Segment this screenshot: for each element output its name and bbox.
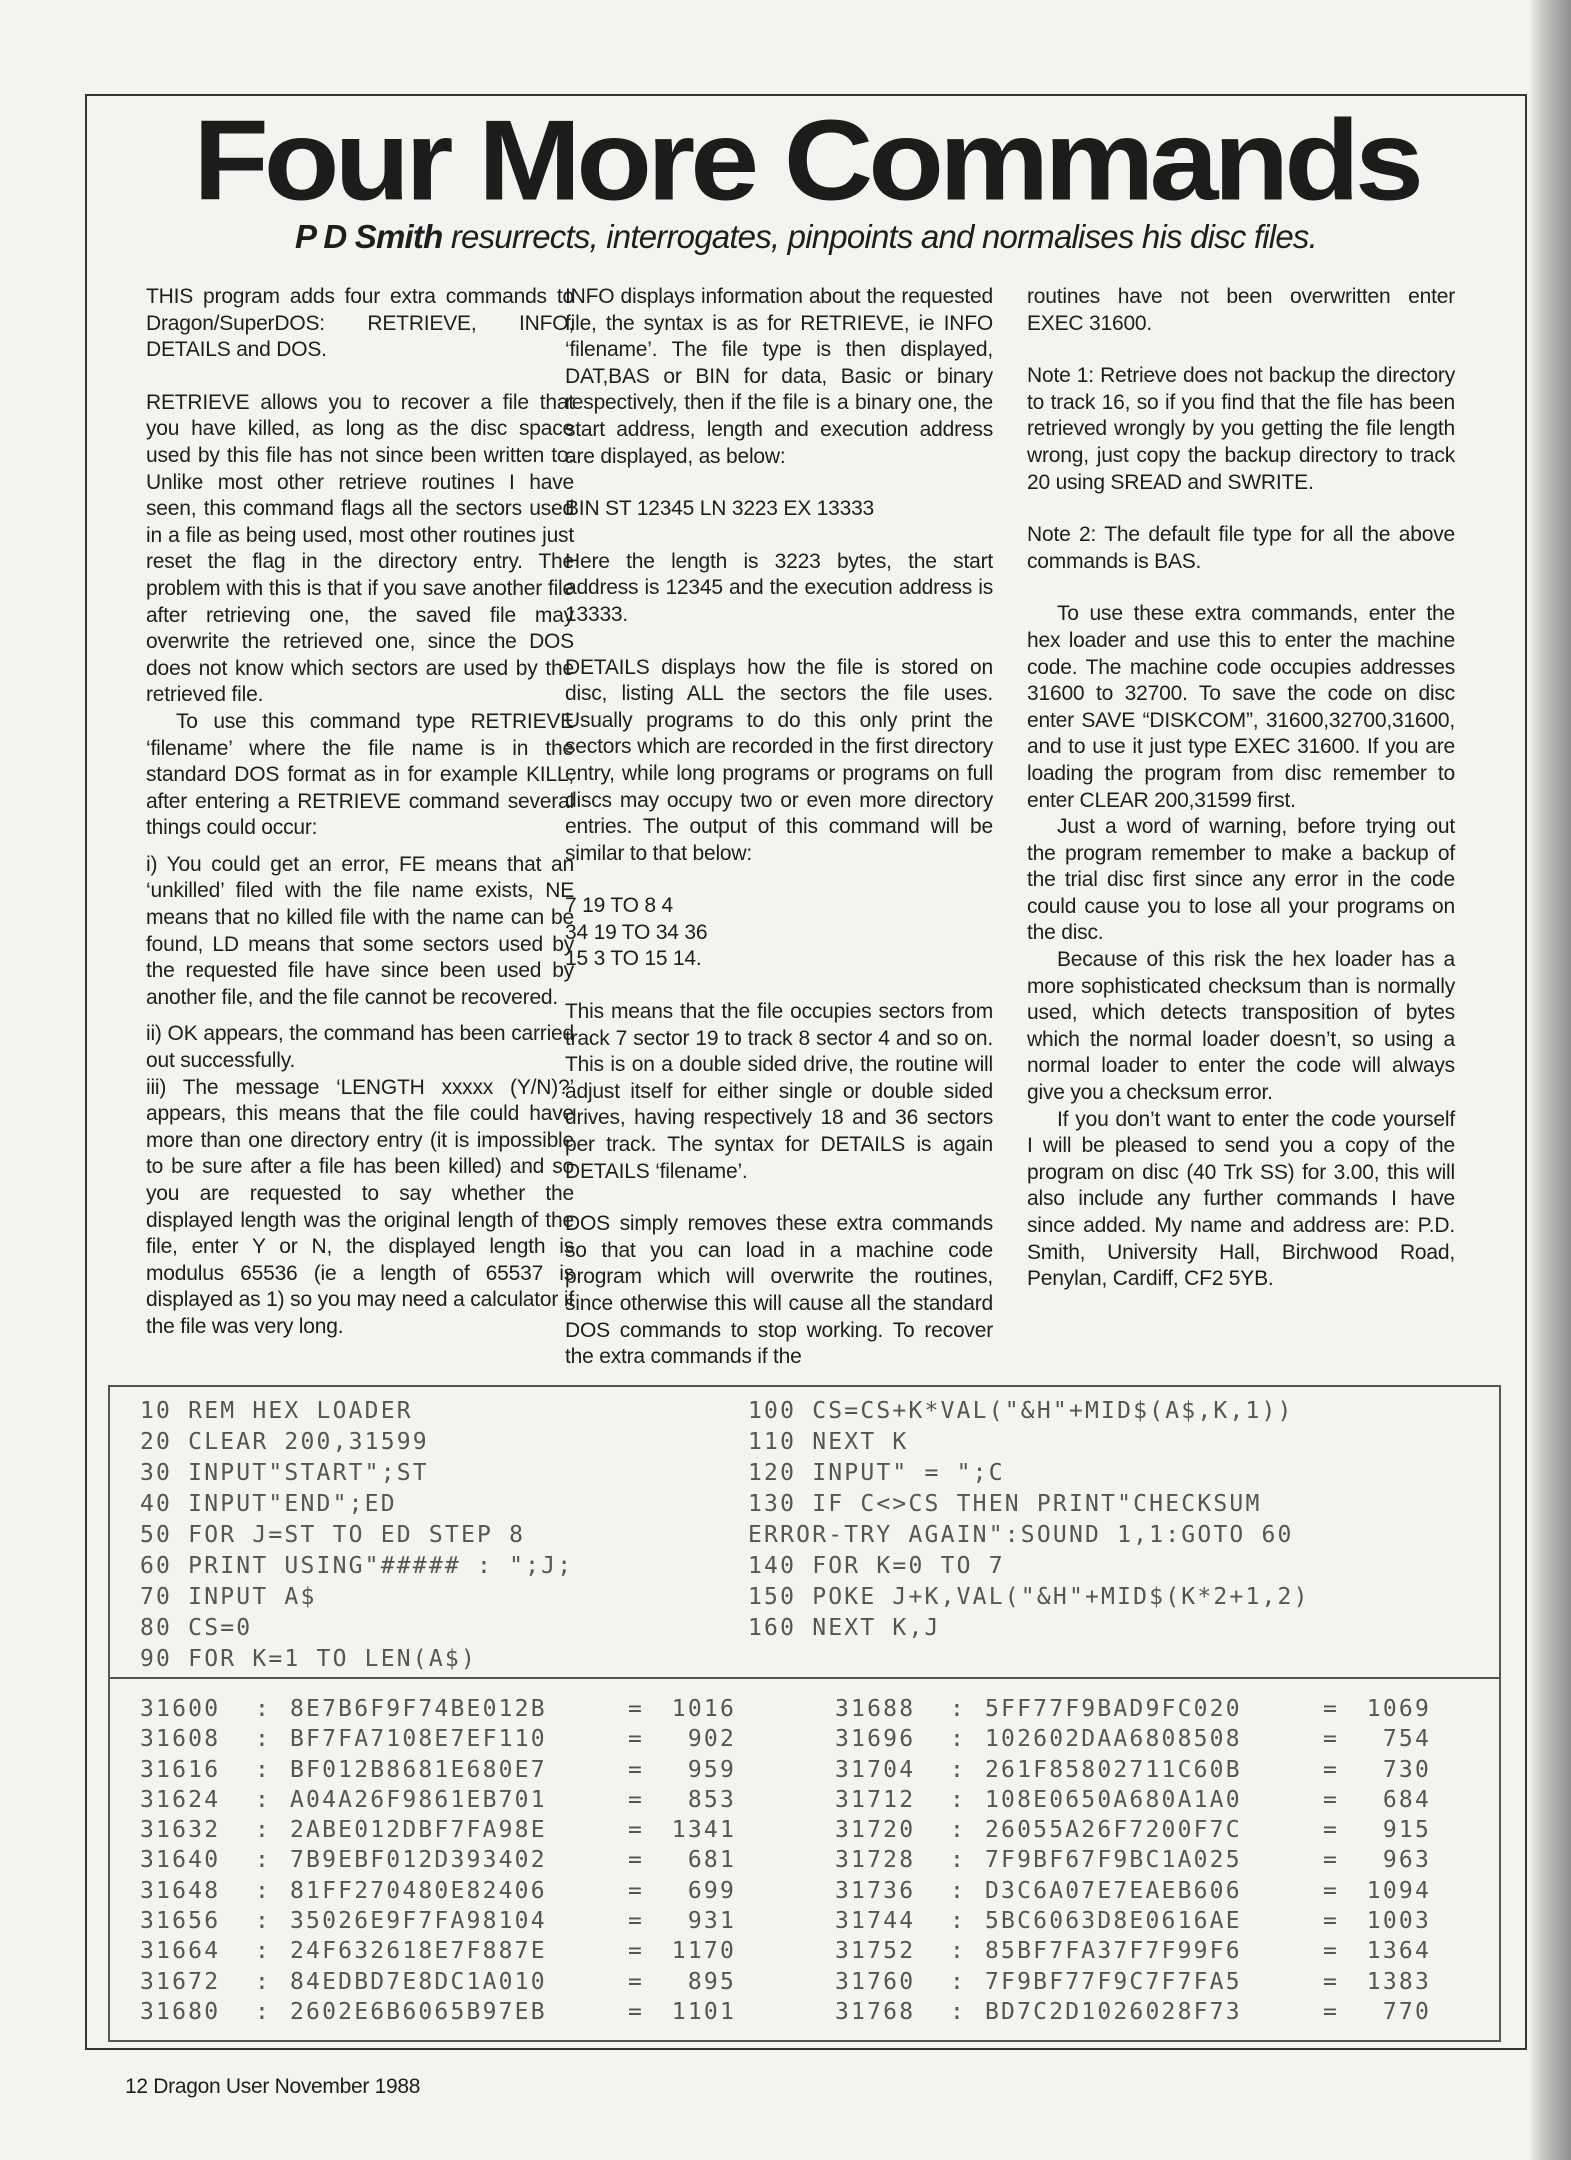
checksum: 684: [1382, 1786, 1431, 1813]
hex-bytes: 35026E9F7FA98104: [290, 1908, 547, 1935]
basic-line: ERROR-TRY AGAIN":SOUND 1,1:GOTO 60: [748, 1522, 1294, 1548]
basic-line: 20 CLEAR 200,31599: [140, 1429, 429, 1455]
equals: =: [628, 1877, 645, 1904]
basic-line: 130 IF C<>CS THEN PRINT"CHECKSUM: [748, 1491, 1262, 1517]
address: 31752: [835, 1938, 916, 1965]
paragraph: ii) OK appears, the command has been carried out successfully.: [146, 1022, 574, 1073]
address: 31736: [835, 1877, 916, 1904]
equals: =: [1323, 1877, 1340, 1904]
checksum: 915: [1382, 1817, 1431, 1844]
sector-output-line: 7 19 TO 8 4: [565, 894, 673, 918]
address: 31640: [140, 1847, 221, 1874]
hex-bytes: 8E7B6F9F74BE012B: [290, 1696, 547, 1722]
separator: :: [950, 1938, 967, 1965]
equals: =: [1323, 1998, 1340, 2025]
equals: =: [1323, 1817, 1340, 1844]
checksum: 963: [1382, 1847, 1431, 1874]
separator: :: [950, 1847, 967, 1874]
paragraph: BIN ST 12345 LN 3223 EX 13333: [565, 497, 875, 521]
address: 31704: [835, 1756, 916, 1783]
hex-bytes: 85BF7FA37F7F99F6: [985, 1938, 1242, 1965]
address: 31712: [835, 1786, 916, 1813]
checksum: 853: [687, 1786, 736, 1813]
equals: =: [628, 1908, 645, 1935]
separator: :: [255, 1998, 272, 2025]
basic-line: 110 NEXT K: [748, 1429, 909, 1455]
basic-line: 80 CS=0: [140, 1615, 253, 1641]
address: 31656: [140, 1908, 221, 1935]
hex-bytes: 261F85802711C60B: [985, 1756, 1242, 1783]
separator: :: [255, 1726, 272, 1753]
basic-line: 30 INPUT"START";ST: [140, 1460, 429, 1486]
equals: =: [628, 1786, 645, 1813]
address: 31624: [140, 1786, 221, 1813]
address: 31616: [140, 1756, 221, 1783]
body-column-1: [146, 284, 574, 1367]
paragraph: THIS program adds four extra commands to Dragon/SuperDOS: RETRIEVE, INFO, DETAILS and DOS.: [146, 285, 574, 362]
hex-bytes: BF012B8681E680E7: [290, 1756, 547, 1783]
separator: :: [950, 1817, 967, 1844]
separator: :: [255, 1938, 272, 1965]
separator: :: [950, 1968, 967, 1995]
equals: =: [1323, 1938, 1340, 1965]
equals: =: [1323, 1786, 1340, 1813]
checksum: 1003: [1366, 1908, 1431, 1935]
checksum: 1101: [671, 1998, 736, 2025]
checksum: 1016: [671, 1696, 736, 1722]
checksum: 931: [687, 1908, 736, 1935]
standfirst: resurrects, interrogates, pinpoints and normalises his disc files.: [442, 218, 1317, 255]
page-footer: 12 Dragon User November 1988: [125, 2075, 421, 2098]
address: 31672: [140, 1968, 221, 1995]
hex-bytes: BD7C2D1026028F73: [985, 1998, 1242, 2025]
equals: =: [628, 1938, 645, 1965]
checksum: 1170: [671, 1938, 736, 1965]
separator: :: [950, 1908, 967, 1935]
address: 31608: [140, 1726, 221, 1753]
checksum: 1364: [1366, 1938, 1431, 1965]
paragraph: INFO displays information about the requested file, the syntax is as for RETRIEVE, ie INFO ‘filename’. The file type is then displayed, DAT,BAS or BIN for data, Basic or binary respectively, then if the file is a binary one, the start address, length and execution address are displayed, as below:: [565, 285, 993, 468]
equals: =: [1323, 1847, 1340, 1874]
separator: :: [950, 1726, 967, 1753]
hex-bytes: 26055A26F7200F7C: [985, 1817, 1242, 1844]
checksum: 681: [687, 1847, 736, 1874]
hex-bytes: 5FF77F9BAD9FC020: [985, 1696, 1242, 1722]
address: 31688: [835, 1696, 916, 1722]
checksum: 699: [687, 1877, 736, 1904]
address: 31632: [140, 1817, 221, 1844]
address: 31720: [835, 1817, 916, 1844]
body-column-3: [1027, 284, 1455, 1319]
paragraph: DETAILS displays how the file is stored on disc, listing ALL the sectors the file uses. Usually programs to do this only print the sectors which are recorded in the first directory entry, while long programs or programs on full discs may occupy two or even more directory entries. The output of this command will be similar to that below:: [565, 655, 993, 865]
address: 31744: [835, 1908, 916, 1935]
paragraph: This means that the file occupies sectors from track 7 sector 19 to track 8 sector 4 and so on. This is on a double sided drive, the routine will adjust itself for either single or double sided drives, having respectively 18 and 36 sectors per track. The syntax for DETAILS is again DETAILS ‘filename’.: [565, 1000, 993, 1183]
basic-line: 150 POKE J+K,VAL("&H"+MID$(K*2+1,2): [748, 1584, 1310, 1610]
paragraph: To use this command type RETRIEVE ‘filename’ where the file name is in the standard DOS format as in for example KILL, after entering a RETRIEVE command several things could occur:: [146, 709, 574, 840]
address: 31696: [835, 1726, 916, 1753]
hex-bytes: BF7FA7108E7EF110: [290, 1726, 547, 1753]
sector-output-line: 34 19 TO 34 36: [565, 920, 708, 944]
hex-bytes: 7F9BF77F9C7F7FA5: [985, 1968, 1242, 1995]
address: 31648: [140, 1877, 221, 1904]
equals: =: [628, 1726, 645, 1753]
hex-bytes: 2602E6B6065B97EB: [290, 1998, 547, 2025]
basic-line: 100 CS=CS+K*VAL("&H"+MID$(A$,K,1)): [748, 1398, 1294, 1424]
basic-line: 60 PRINT USING"##### : ";J;: [140, 1553, 574, 1579]
address: 31768: [835, 1998, 916, 2025]
separator: :: [950, 1877, 967, 1904]
paragraph: DOS simply removes these extra commands so that you can load in a machine code program which will overwrite the routines, since otherwise this will cause all the standard DOS commands to stop working. To recover the extra commands if the: [565, 1212, 993, 1369]
hex-bytes: 7B9EBF012D393402: [290, 1847, 547, 1874]
basic-listing-left: [140, 1396, 573, 1675]
basic-line: 10 REM HEX LOADER: [140, 1398, 413, 1424]
checksum: 770: [1382, 1998, 1431, 2025]
equals: =: [1323, 1968, 1340, 1995]
page-edge: [1531, 0, 1571, 2160]
checksum: 754: [1382, 1726, 1431, 1753]
separator: :: [255, 1817, 272, 1844]
hex-bytes: 81FF270480E82406: [290, 1877, 547, 1904]
basic-line: 140 FOR K=0 TO 7: [748, 1553, 1005, 1579]
hex-bytes: 102602DAA6808508: [985, 1726, 1242, 1753]
equals: =: [1323, 1756, 1340, 1783]
listing-divider: [108, 1677, 1501, 1679]
hex-bytes: 24F632618E7F887E: [290, 1938, 547, 1965]
paragraph: Note 2: The default file type for all the above commands is BAS.: [1027, 523, 1455, 573]
paragraph: Because of this risk the hex loader has a more sophisticated checksum than is normally used, which detects transposition of bytes which the normal loader doesn’t, so using a normal loader to enter the code will always give you a checksum error.: [1027, 948, 1455, 1105]
checksum: 895: [687, 1968, 736, 1995]
address: 31760: [835, 1968, 916, 1995]
paragraph: Here the length is 3223 bytes, the start address is 12345 and the execution address is 13333.: [565, 549, 993, 626]
body-column-2: [565, 284, 993, 1397]
address: 31600: [140, 1696, 221, 1722]
equals: =: [628, 1756, 645, 1783]
author: P D Smith: [295, 218, 443, 255]
equals: =: [628, 1968, 645, 1995]
address: 31680: [140, 1998, 221, 2025]
address: 31728: [835, 1847, 916, 1874]
separator: :: [255, 1877, 272, 1904]
basic-line: 70 INPUT A$: [140, 1584, 317, 1610]
separator: :: [950, 1756, 967, 1783]
paragraph: To use these extra commands, enter the hex loader and use this to enter the machine code. The machine code occupies addresses 31600 to 32700. To save the code on disc enter SAVE “DISKCOM”, 31600,32700,31600, and to use it just type EXEC 31600. If you are loading the program from disc remember to enter CLEAR 200,31599 first.: [1027, 602, 1455, 812]
paragraph: If you don’t want to enter the code yourself I will be pleased to send you a copy of the program on disc (40 Trk SS) for 3.00, this will also include any further commands I have since added. My name and address are: P.D. Smith, University Hall, Birchwood Road, Penylan, Cardiff, CF2 5YB.: [1027, 1107, 1455, 1291]
basic-line: 90 FOR K=1 TO LEN(A$): [140, 1646, 477, 1672]
checksum: 1383: [1366, 1968, 1431, 1995]
separator: :: [255, 1786, 272, 1813]
checksum: 1341: [671, 1817, 736, 1844]
checksum: 902: [687, 1726, 736, 1753]
equals: =: [1323, 1726, 1340, 1753]
hex-bytes: D3C6A07E7EAEB606: [985, 1877, 1242, 1904]
separator: :: [950, 1786, 967, 1813]
hex-bytes: 7F9BF67F9BC1A025: [985, 1847, 1242, 1874]
basic-line: 50 FOR J=ST TO ED STEP 8: [140, 1522, 526, 1548]
paragraph: RETRIEVE allows you to recover a file that you have killed, as long as the disc space used by this file has not since been written to. Unlike most other retrieve routines I have seen, this command flags all the sectors used in a file as being used, most other routines just reset the flag in the directory entry. The problem with this is that if you save another file after retrieving one, the saved file may overwrite the retrieved one, since the DOS does not know which sectors are used by the retrieved file.: [146, 390, 574, 707]
basic-line: 120 INPUT" = ";C: [748, 1460, 1005, 1486]
address: 31664: [140, 1938, 221, 1965]
separator: :: [255, 1908, 272, 1935]
basic-line: 40 INPUT"END";ED: [140, 1491, 397, 1517]
sector-output-line: 15 3 TO 15 14.: [565, 947, 702, 971]
checksum: 730: [1382, 1756, 1431, 1783]
hex-bytes: 84EDBD7E8DC1A010: [290, 1968, 547, 1995]
equals: =: [1323, 1908, 1340, 1935]
separator: :: [255, 1968, 272, 1995]
paragraph: i) You could get an error, FE means that an ‘unkilled’ filed with the file name exists, NE means that no killed file with the name can be found, LD means that some sectors used by the requested file have since been used by another file, and the file cannot be recovered.: [146, 852, 574, 1009]
basic-listing-right: [748, 1396, 1310, 1644]
basic-line: 160 NEXT K,J: [748, 1615, 941, 1641]
paragraph: [565, 893, 993, 973]
equals: =: [628, 1696, 645, 1722]
hex-bytes: 108E0650A680A1A0: [985, 1786, 1242, 1813]
hex-bytes: 5BC6063D8E0616AE: [985, 1908, 1242, 1935]
paragraph: Note 1: Retrieve does not backup the directory to track 16, so if you find that the file has been retrieved wrongly by you getting the file length wrong, just copy the backup directory to track 20 using SREAD and SWRITE.: [1027, 364, 1455, 494]
checksum: 1069: [1366, 1696, 1431, 1722]
paragraph: routines have not been overwritten enter EXEC 31600.: [1027, 285, 1455, 335]
paragraph: iii) The message ‘LENGTH xxxxx (Y/N)?’ appears, this means that the file could have more than one directory entry (it is impossible to be sure after a file has been killed) and so you are requested to say whether the displayed length was the original length of the file, enter Y or N, the displayed length is modulus 65536 (ie a length of 65537 is displayed as 1) so you may need a calculator if the file was very long.: [146, 1075, 574, 1338]
article-title: Four More Commands: [193, 97, 1419, 225]
checksum: 959: [687, 1756, 736, 1783]
equals: =: [1323, 1696, 1340, 1722]
equals: =: [628, 1817, 645, 1844]
separator: :: [950, 1696, 967, 1722]
article-subtitle: [85, 218, 1527, 256]
paragraph: Just a word of warning, before trying out the program remember to make a backup of the trial disc first since any error in the code could cause you to lose all your programs on the disc.: [1027, 815, 1455, 945]
separator: :: [255, 1847, 272, 1874]
separator: :: [950, 1998, 967, 2025]
equals: =: [628, 1998, 645, 2025]
equals: =: [628, 1847, 645, 1874]
checksum: 1094: [1366, 1877, 1431, 1904]
separator: :: [255, 1756, 272, 1783]
hex-bytes: 2ABE012DBF7FA98E: [290, 1817, 547, 1844]
separator: :: [255, 1696, 272, 1722]
hex-bytes: A04A26F9861EB701: [290, 1786, 547, 1813]
